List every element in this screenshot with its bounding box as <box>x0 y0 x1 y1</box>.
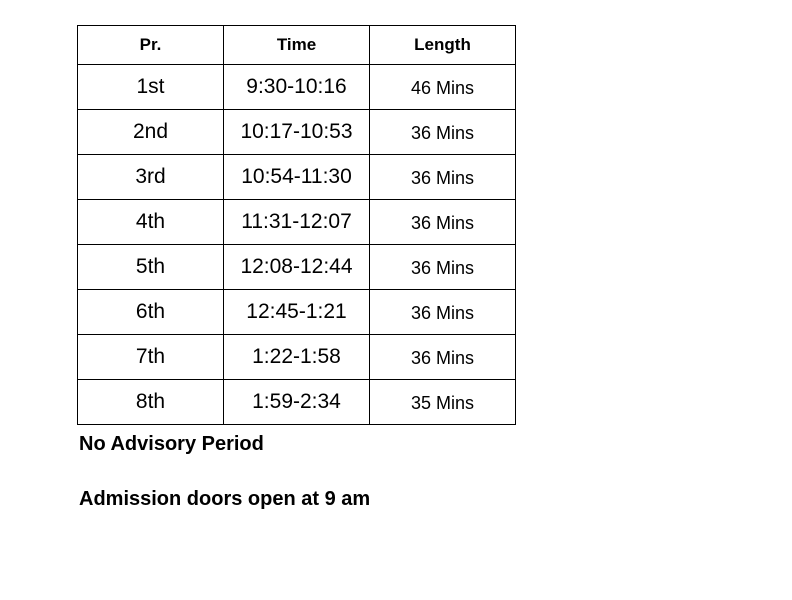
cell-length: 36 Mins <box>370 335 516 380</box>
table-row <box>78 110 516 155</box>
cell-length: 36 Mins <box>370 155 516 200</box>
cell-length: 35 Mins <box>370 380 516 425</box>
header-period: Pr. <box>78 26 224 65</box>
cell-length: 36 Mins <box>370 200 516 245</box>
table-row <box>78 155 516 200</box>
table-row <box>78 245 516 290</box>
schedule-table <box>77 25 516 425</box>
cell-time: 9:30-10:16 <box>224 65 370 110</box>
cell-period: 3rd <box>78 155 224 200</box>
admission-note: Admission doors open at 9 am <box>79 488 371 510</box>
cell-period: 8th <box>78 380 224 425</box>
cell-time: 12:08-12:44 <box>224 245 370 290</box>
cell-length: 36 Mins <box>370 290 516 335</box>
cell-period: 5th <box>78 245 224 290</box>
cell-period: 1st <box>78 65 224 110</box>
table-row <box>78 65 516 110</box>
table-row <box>78 200 516 245</box>
cell-time: 11:31-12:07 <box>224 200 370 245</box>
cell-period: 2nd <box>78 110 224 155</box>
cell-time: 1:22-1:58 <box>224 335 370 380</box>
cell-period: 6th <box>78 290 224 335</box>
header-length: Length <box>370 26 516 65</box>
table-row <box>78 290 516 335</box>
advisory-note: No Advisory Period <box>79 433 264 455</box>
cell-period: 7th <box>78 335 224 380</box>
cell-time: 10:17-10:53 <box>224 110 370 155</box>
cell-time: 12:45-1:21 <box>224 290 370 335</box>
header-time: Time <box>224 26 370 65</box>
cell-length: 36 Mins <box>370 110 516 155</box>
cell-time: 1:59-2:34 <box>224 380 370 425</box>
cell-length: 36 Mins <box>370 245 516 290</box>
table-header-row <box>78 26 516 65</box>
table-row <box>78 335 516 380</box>
table-row <box>78 380 516 425</box>
cell-period: 4th <box>78 200 224 245</box>
cell-time: 10:54-11:30 <box>224 155 370 200</box>
cell-length: 46 Mins <box>370 65 516 110</box>
